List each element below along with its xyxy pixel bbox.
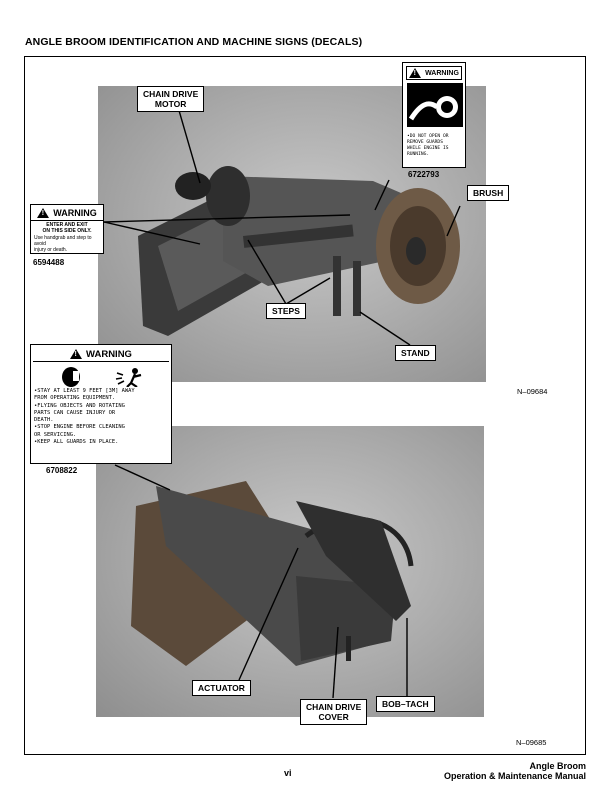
decal-6594488-header-text: WARNING bbox=[53, 207, 97, 218]
warning-triangle-icon: ! bbox=[70, 349, 82, 359]
decal-6708822 bbox=[30, 344, 172, 464]
manual-title-line1: Angle Broom bbox=[529, 761, 586, 771]
manual-title bbox=[444, 761, 586, 781]
figure-ref-bottom: N–09685 bbox=[516, 738, 547, 747]
callout-actuator: ACTUATOR bbox=[192, 680, 251, 696]
decal-number-6708822: 6708822 bbox=[46, 466, 78, 475]
callout-steps: STEPS bbox=[266, 303, 306, 319]
decal-6708822-line: OR SERVICING. bbox=[34, 431, 77, 438]
decal-6722793-line: REMOVE GUARDS bbox=[407, 140, 443, 145]
decal-6708822-header bbox=[33, 347, 169, 362]
figure-ref-top: N–09684 bbox=[517, 387, 548, 396]
decal-number-6722793: 6722793 bbox=[408, 170, 440, 179]
decal-6722793-line: •DO NOT OPEN OR bbox=[407, 134, 449, 139]
decal-6722793-header bbox=[406, 66, 462, 80]
decal-6594488 bbox=[30, 204, 104, 254]
decal-6594488-header bbox=[33, 207, 101, 218]
page-title: ANGLE BROOM IDENTIFICATION AND MACHINE SIGNS (DECALS) bbox=[25, 36, 363, 48]
face-shield-icon bbox=[53, 365, 89, 387]
decal-6708822-line: •STAY AT LEAST 9 FEET [3M] AWAY bbox=[34, 388, 135, 394]
flying-objects-icon bbox=[113, 365, 149, 387]
warning-triangle-icon: ! bbox=[409, 68, 421, 78]
callout-chain-drive-cover bbox=[300, 699, 367, 725]
decal-6722793 bbox=[402, 62, 466, 168]
decal-6708822-line: PARTS CAN CAUSE INJURY OR bbox=[34, 409, 116, 416]
callout-chain-drive-motor bbox=[137, 86, 204, 112]
callout-bob-tach: BOB–TACH bbox=[376, 696, 435, 712]
decal-6594488-line4: injury or death. bbox=[34, 247, 68, 254]
decal-6708822-pictograms bbox=[31, 364, 171, 388]
callout-chain-drive-cover-line2: COVER bbox=[318, 712, 349, 722]
callout-chain-drive-motor-line2: MOTOR bbox=[154, 99, 187, 109]
decal-6708822-line: DEATH. bbox=[34, 417, 54, 424]
decal-6594488-line3: Use handgrab and step to avoid bbox=[34, 234, 92, 247]
warning-triangle-icon: ! bbox=[37, 208, 49, 218]
callout-brush: BRUSH bbox=[467, 185, 509, 201]
decal-6708822-header-text: WARNING bbox=[86, 348, 132, 360]
chain-hand-hazard-icon bbox=[407, 83, 463, 127]
manual-title-line2: Operation & Maintenance Manual bbox=[443, 771, 586, 781]
decal-number-6594488: 6594488 bbox=[33, 258, 65, 267]
callout-chain-drive-motor-line1: CHAIN DRIVE bbox=[143, 89, 199, 99]
decal-6594488-line2: ON THIS SIDE ONLY. bbox=[42, 228, 92, 235]
decal-6708822-line: •FLYING OBJECTS AND ROTATING bbox=[34, 402, 125, 409]
decal-6708822-line: •KEEP ALL GUARDS IN PLACE. bbox=[34, 439, 119, 446]
callout-chain-drive-cover-line1: CHAIN DRIVE bbox=[306, 702, 362, 712]
decal-6722793-text bbox=[403, 132, 465, 160]
decal-6708822-line: FROM OPERATING EQUIPMENT. bbox=[34, 395, 116, 402]
decal-6594488-text bbox=[31, 220, 103, 253]
page-number: vi bbox=[284, 768, 292, 778]
decal-6708822-text bbox=[31, 388, 171, 446]
decal-6708822-line: •STOP ENGINE BEFORE CLEANING bbox=[34, 424, 125, 431]
decal-6594488-line1: ENTER AND EXIT bbox=[46, 222, 88, 228]
decal-6722793-header-text: WARNING bbox=[425, 69, 459, 77]
decal-6722793-line: WHILE ENGINE IS bbox=[407, 146, 449, 151]
decal-6722793-line: RUNNING. bbox=[407, 152, 430, 157]
callout-stand: STAND bbox=[395, 345, 436, 361]
